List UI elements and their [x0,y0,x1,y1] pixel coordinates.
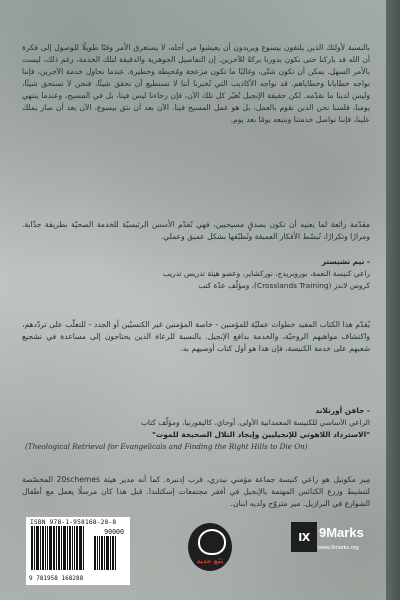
endorser-book-ar: "الاسترداد اللاهوتي للإنجيليين وإيجاد التلال الصحيحة للموت" [151,430,370,439]
head-silhouette-icon [198,529,226,555]
price-code: 90000 [104,528,124,536]
barcode-bars-main [31,526,89,570]
barcode-digits: 9 781958 168288 [29,575,84,582]
publisher-logo [188,523,232,571]
barcode [26,517,130,585]
ninemarks-url: www.9marks.org [318,545,359,551]
publisher-logo-label: نَبْع جديد [196,557,224,565]
endorsement-paragraph-2: يُقدّم هذا الكتاب المفيد خطوات عمليّة للمؤمنين - خاصة المؤمنين غير الكنسيّين أو الجدد - للتغلّب على تردّدهم، واكتشاف مواهبهم الروحيّة، والخدمة بدافع الإنجيل. بالنسبة للرعاة الذين يحتاجون إلى مساعدة في تشجيع شعبهم على خدمة الكنيسة، فإن هذا هو أول كتاب أوصيهم به. [22,320,370,353]
endorsement-paragraph-1: مقدّمة رائعة لما يعنيه أن تكون بصدقٍ مسيحيين، فهي تُقدّم الأسس الرئيسيّة للخدمة الصحيّة بطريقة جذّابة. ومرارًا وتكرارًا، تُبسّط الأفكار العميقة وتُطبّقها بشكل عميق وعملي. [22,220,370,241]
endorser-name-2: - جافن أورتلاند [315,406,370,415]
isbn-label: ISBN 978-1-958168-28-8 [30,519,117,526]
endorsement-signature-1 [25,256,370,292]
endorser-training-1: كروس لاندز (Crosslands Training)، ومؤلّف عدّة كتب [198,281,370,290]
ninemarks-name: 9Marks [319,525,364,540]
endorser-book-en: (Theological Retrieval for Evangelicals and Finding the Right Hills to Die On) [25,442,308,451]
intro-paragraph: بالنسبة لأولئك الذين يلتقون بيسوع ويريدون أن يعيشوا من أجله، لا يستغرق الأمر وقتًا طويلًا للوصول إلى فكرة أن الله قد باركنا حتى نكون بدورنا بركةً للآخرين. إن التفاصيل الجوهرية والدقيقة لتلك الخدمة، رغم ذلك، ليست بالأمر السهل. يمكن أن تكون شتّى، وغالبًا ما تكون مزعجة ومُحبِطة وخطيرة. عندما نحاول خدمة الآخرين، فإننا نواجه خطايانا وخطاياهم. قد نواجه الأكاذيب التي تُخبرنا أننا لا نستطيع أن نحقق شيئًا، فنحن لا نستحق شيئًا، وليس لدينا ما نقدّمه. لكن حقيقة الإنجيل تُغيّر كل تلك الآن، فإن رجاءنا ليس فينا، بل في المسيح، وعندما ينتهي يومنا، فلسنا نحن الذين نقوم بالعمل، بل هو عمل المسيح فينا. الآن بعد أن نثق بيسوع، الآن بعد أن صار يملك علينا، فإننا نواصل خدمتنا ونتبعه يومًا بعد يوم. [22,43,370,124]
endorser-name-1: - تيم تشيستر [321,257,370,266]
endorser-role-1: راعي كنيسة النعمة، بوروبريدج، نوركشاير، وعضو هيئة تدريس تدريب [162,269,370,278]
spine-edge [386,0,400,600]
author-bio: مِيز مكونيل هو راعي كنيسة جماعة مؤمني نيدري، قرب إدنبرة. كما أنه مدير هيئة 20schemes المخصّصة لتنشيط وزرع الكنائس المهتمة بالإنجيل في أفقر مجتمعات إسكتلندا. قبل هذا كان مرسلًا يعمل مع أطفال الشوارع في البرازيل. ميز متزوّج ولديه ابنان. [22,475,371,508]
endorsement-signature-2 [25,405,370,452]
endorser-role-2: الراعي الأساسي للكنيسة المعمدانية الأولى، أوجاي، كاليفورنيا، ومؤلّف كتاب [140,418,370,427]
ninemarks-logo-icon: IX [291,522,317,552]
barcode-bars-addon [94,536,124,570]
